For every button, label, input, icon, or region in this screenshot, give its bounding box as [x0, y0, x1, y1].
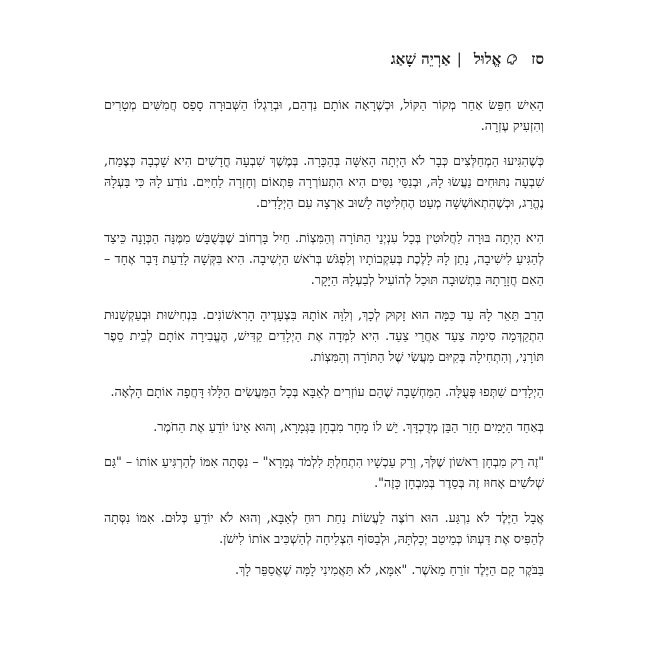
- header-separator: |: [456, 50, 462, 68]
- book-title: אַרְיֵה שָׁאַג: [390, 49, 451, 68]
- paragraph: בְּאַחַד הַיָּמִים חָזַר הַבֵּן מְדֻכְדָּךְ. יֵשׁ לוֹ מָחָר מִבְחָן בַּגְּמָרָא, וְהוּא אֵינוֹ יוֹדֵעַ אֶת הַחֹמֶר.: [153, 419, 544, 434]
- paragraph: הַיְלָדִים שִׁתְּפוּ פְּעֻלָּה. הַמַּחְשָׁבָה שֶׁהֵם עוֹזְרִים לְאַבָּא בְּכָל הַמַּעֲשִׂים הַלָּלוּ דָּחֲפָה אוֹתָם הָלְאָה.: [110, 384, 544, 399]
- paragraph: אֲבָל הַיֶּלֶד לֹא נִרְגַּע. הוּא רוֹצֶה לַעֲשׂוֹת נַחַת רוּחַ לְאַבָּא, וְהוּא לֹא יוֹדֵעַ כְּלוּם. אִמּוֹ נִסְּתָה לְהַפִּיס אֶת דַּעְתּוֹ כְּמֵיטַב יְכָלְתָּהּ, וּלְבַסּוֹף הִצְלִיחָה לְהַשְׁכִּיב אוֹתוֹ לִישֹׁן.: [104, 510, 544, 546]
- paragraph: הִיא הָיְתָה בּוּרָה לַחֲלוּטִין בְּכָל עִנְיְנֵי הַתּוֹרָה וְהַמִּצְוֹת. חַיִל בָּרְחוֹב שֶׁבְּשֻׁבָּשׁ מִמֶּנָּה הַכְּוָנָה כֵּיצַד לְהַגִּיעַ לִישִׁיבָה, נָתַן לָהּ לָלֶכֶת בְּעִקְבוֹתָיו וְלִפְגֹּשׁ בְּרֹאשׁ הַיְשִׁיבָה. הִיא בִּקְּשָׁה לָדַעַת דָּבָר אֶחָד – הַאִם חֲזָרָתָהּ בִּתְשׁוּבָה תּוּכַל לְהוֹעִיל לְבַעְלָהּ הַיָּקָר.: [104, 230, 544, 287]
- paragraph: הָרַב תֵּאֵר לָהּ עַד כַּמָּה הוּא זָקוּק לְכָךְ, וְלִוָּה אוֹתָהּ בִּצְעָדֶיהָ הָרִאשׁוֹנִים. בִּנְחִישׁוּת וּבְעַקְשָׁנוּת הִתְקַדְּמָה סִימָה צַעַד אַחֲרֵי צַעַד. הִיא לִמְּדָה אֶת הַיְלָדִים קַדִּישׁ, הֶעֱבִירָה אוֹתָם לְבֵית סֵפֶר תּוֹרָנִי, וְהִתְחִילָה בְּקִיּוּם מַעֲשִׂי שֶׁל הַתּוֹרָה וְהַמִּצְוֹת.: [104, 307, 544, 364]
- header-month: אֱלוּל: [473, 49, 502, 68]
- paragraph: הָאִישׁ חִפֵּשׂ אַחַר מְקוֹר הַקּוֹל, וּכְשֶׁרָאָה אוֹתָם נִדְהַם, וּבְרַגְלוֹ הַשְּׁבוּרָה סָפַס חֲמִשִּׁים מְטָרִים וְהִזְעִיק עֶזְרָה.: [104, 97, 544, 133]
- lion-ornament-icon: [505, 52, 519, 66]
- page-body: [104, 94, 544, 590]
- running-header: [106, 47, 544, 71]
- page-number: סז: [531, 49, 544, 68]
- paragraph: כְּשֶׁהִגִּיעוּ הַמְחַלְּצִים כְּבָר לֹא הָיְתָה הָאִשָּׁה בְּהַכָּרָה. בְּמֶשֶׁךְ שִׁבְעָה חֳדָשִׁים הִיא שָׁכְבָה כְּצֶמַח, שִׁבְעָה נִתּוּחִים נַעֲשׂוּ לָהּ, וּבְנִסֵּי נִסִּים הִיא הִתְעוֹרְרָה פִּתְאוֹם וְחָזְרָה לַחַיִּים. נוֹדַע לָהּ כִּי בַּעְלָהּ נֶהֱרַג, וּכְשֶׁהִתְאוֹשְׁשָׁה מְעַט הֶחְלִיטָה לָשׁוּב אַרְצָה עִם הַיְלָדִים.: [104, 153, 544, 210]
- paragraph: בַּבֹּקֶר קָם הַיֶּלֶד זוֹרֵחַ מֵאֹשֶׁר. "אִמָּא, לֹא תַּאֲמִינִי לָמָּה שֶׁאֲסַפֵּר לָךְ.: [234, 562, 544, 577]
- paragraph: "זֶה רַק מִבְחָן רִאשׁוֹן שֶׁלְּךָ, וְרַק עַכְשָׁיו הִתְחַלְתָּ לִלְמֹד גְּמָרָא" – נִסְּתָה אִמּוֹ לְהַרְגִּיעַ אוֹתוֹ – "גַּם שְׁלֹשִׁים אָחוּז זֶה בְּסֵדֶר בְּמִבְחָן כָּזֶה".: [104, 454, 544, 490]
